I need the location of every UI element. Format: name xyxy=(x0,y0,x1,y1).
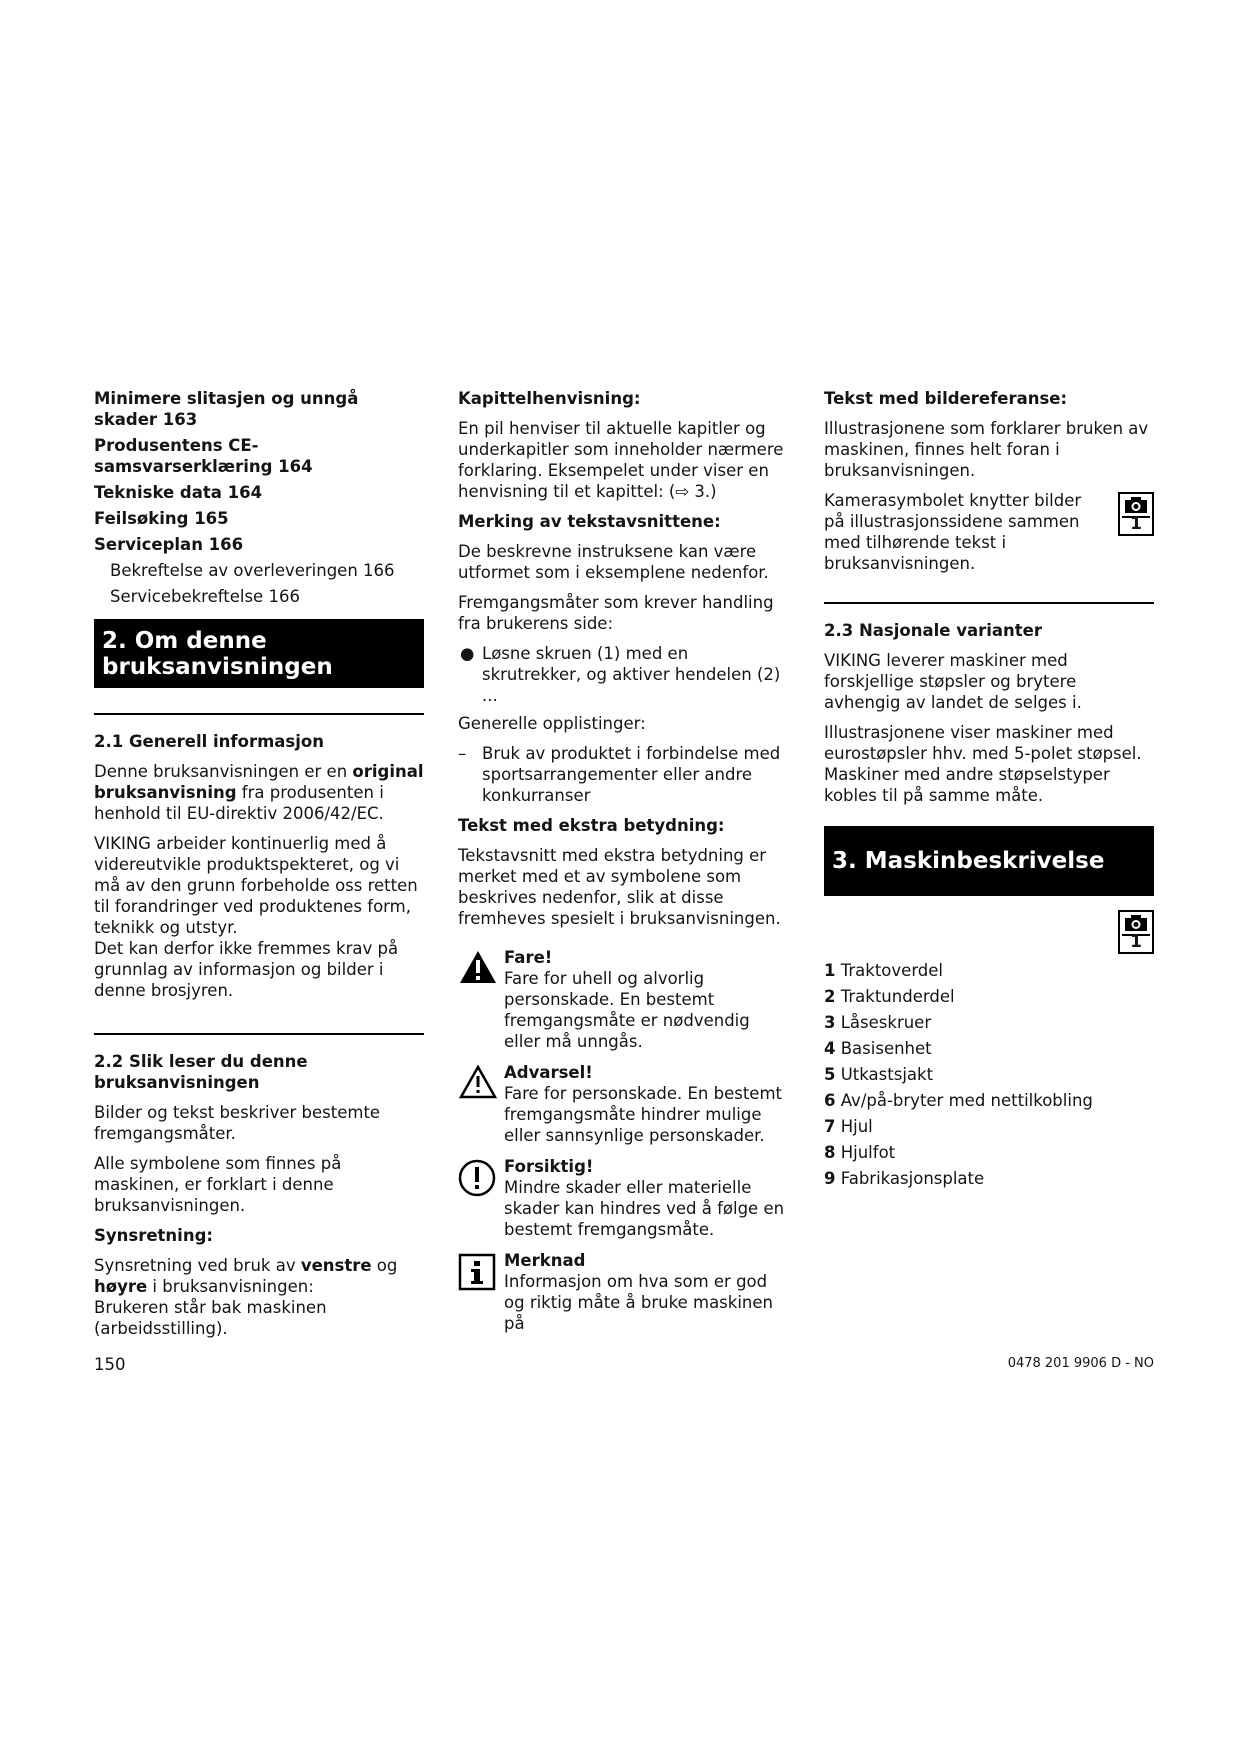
section-2-1-paragraph: Det kan derfor ikke fremmes krav på grunnlag av informasjon og bilder i denne brosjyren. xyxy=(94,939,399,1000)
warning-triangle-icon xyxy=(458,1062,504,1146)
section-2-1-paragraph xyxy=(94,761,424,824)
text-run: Synsretning ved bruk av xyxy=(94,1256,301,1275)
camera-reference-row xyxy=(824,490,1154,574)
advarsel-notice xyxy=(458,1062,788,1146)
section-divider xyxy=(824,602,1154,604)
part-label: Traktunderdel xyxy=(840,987,955,1006)
text-run-bold: høyre xyxy=(94,1277,148,1296)
toc-item[interactable]: Feilsøking 165 xyxy=(94,509,229,528)
chapter-3-heading: 3. Maskinbeskrivelse xyxy=(824,826,1154,896)
ekstra-paragraph: Tekstavsnitt med ekstra betydning er merket med et av symbolene som beskrives nedenfor, slik at disse fremheves spesielt i bruksanvisningen. xyxy=(458,846,781,928)
bildereferanse-paragraph: Illustrasjonene som forklarer bruken av maskinen, finnes helt foran i bruksanvisningen. xyxy=(824,419,1149,480)
merknad-notice xyxy=(458,1250,788,1334)
section-divider xyxy=(94,713,424,715)
danger-triangle-icon xyxy=(458,947,504,1052)
kapittelhenvisning-paragraph xyxy=(458,418,788,502)
text-run: 3.) xyxy=(689,482,717,501)
text-run: i bruksanvisningen: xyxy=(147,1277,314,1296)
part-number: 5 xyxy=(824,1065,836,1084)
part-label: Utkastsjakt xyxy=(840,1065,934,1084)
list-item xyxy=(824,1116,1154,1137)
part-label: Traktoverdel xyxy=(840,961,944,980)
parts-list xyxy=(824,960,1154,1189)
toc-item[interactable]: Minimere slitasjen og unngå skader 163 xyxy=(94,389,359,429)
merking-paragraph: De beskrevne instruksene kan være utformet som i eksemplene nedenfor. xyxy=(458,542,769,582)
list-item xyxy=(824,986,1154,1007)
toc-item[interactable]: Tekniske data 164 xyxy=(94,483,263,502)
bullet-dot-icon: ● xyxy=(460,644,475,663)
text-run: Denne bruksanvisningen er en xyxy=(94,762,353,781)
synsretning-heading: Synsretning: xyxy=(94,1226,213,1245)
kapittelhenvisning-heading: Kapittelhenvisning: xyxy=(458,389,641,408)
merking-paragraph: Fremgangsmåter som krever handling fra brukerens side: xyxy=(458,593,774,633)
text-run: fra produsenten i henhold til EU-direktiv 2006/42/EC. xyxy=(94,783,384,823)
part-label: Hjul xyxy=(840,1117,873,1136)
advarsel-text: Fare for personskade. En bestemt fremgangsmåte hindrer mulige eller sannsynlige personskader. xyxy=(504,1084,782,1145)
synsretning-paragraph xyxy=(94,1255,424,1297)
camera-icon xyxy=(1118,492,1154,536)
toc-list xyxy=(94,388,424,607)
part-number: 3 xyxy=(824,1013,836,1032)
part-label: Låseskruer xyxy=(840,1013,932,1032)
camera-number: 1 xyxy=(1130,514,1142,534)
dash-text: Bruk av produktet i forbindelse med sportsarrangementer eller andre konkurranser xyxy=(482,744,781,805)
chapter-2-heading: 2. Om denne bruksanvisningen xyxy=(94,619,424,688)
page-number: 150 xyxy=(94,1355,126,1374)
camera-reference-row xyxy=(824,908,1154,954)
forsiktig-notice xyxy=(458,1156,788,1240)
dash-mark: – xyxy=(458,744,467,763)
section-2-1-heading: 2.1 Generell informasjon xyxy=(94,732,324,751)
camera-number: 1 xyxy=(1130,932,1142,952)
part-number: 2 xyxy=(824,987,836,1006)
arrow-right-icon: ⇨ xyxy=(675,482,690,501)
part-number: 7 xyxy=(824,1117,836,1136)
section-2-1-paragraph: VIKING arbeider kontinuerlig med å videreutvikle produktspekteret, og vi må av den grunn forbeholde oss retten til forandringer ved produktenes form, teknikk og utstyr. xyxy=(94,834,418,937)
part-number: 4 xyxy=(824,1039,836,1058)
bullet-item xyxy=(458,643,788,706)
list-item xyxy=(824,1168,1154,1189)
section-2-3-paragraph: Illustrasjonene viser maskiner med eurostøpsler hhv. med 5-polet støpsel. Maskiner med andre støpselstyper kobles til på samme måte. xyxy=(824,723,1142,805)
info-icon xyxy=(458,1250,504,1334)
merking-heading: Merking av tekstavsnittene: xyxy=(458,512,721,531)
toc-item[interactable]: Produsentens CE-samsvarserklæring 164 xyxy=(94,436,313,476)
dash-list-item xyxy=(458,743,788,806)
column-right xyxy=(824,388,1154,1194)
bullet-text: Løsne skruen (1) med en skrutrekker, og aktiver hendelen (2) ... xyxy=(482,644,781,705)
toc-subitem[interactable]: Bekreftelse av overleveringen 166 xyxy=(110,561,395,580)
fare-notice xyxy=(458,947,788,1052)
fare-title: Fare! xyxy=(504,948,553,967)
camera-icon xyxy=(1118,910,1154,954)
part-label: Basisenhet xyxy=(840,1039,932,1058)
section-2-2-heading: 2.2 Slik leser du denne bruksanvisningen xyxy=(94,1052,308,1092)
advarsel-title: Advarsel! xyxy=(504,1063,593,1082)
merknad-text: Informasjon om hva som er god og riktig måte å bruke maskinen på xyxy=(504,1272,773,1333)
ekstra-heading: Tekst med ekstra betydning: xyxy=(458,816,725,835)
section-2-3-paragraph: VIKING leverer maskiner med forskjellige støpsler og brytere avhengig av landet de selges i. xyxy=(824,651,1082,712)
text-run-bold: original bruksanvisning xyxy=(94,762,424,802)
part-label: Hjulfot xyxy=(840,1143,896,1162)
toc-item[interactable]: Serviceplan 166 xyxy=(94,535,244,554)
list-item xyxy=(824,1038,1154,1059)
generelle-label: Generelle opplistinger: xyxy=(458,714,646,733)
part-label: Fabrikasjonsplate xyxy=(840,1169,985,1188)
merknad-title: Merknad xyxy=(504,1251,586,1270)
forsiktig-title: Forsiktig! xyxy=(504,1157,594,1176)
forsiktig-text: Mindre skader eller materielle skader kan hindres ved å følge en bestemt fremgangsmåte. xyxy=(504,1178,785,1239)
part-label: Av/på-bryter med nettilkobling xyxy=(840,1091,1093,1110)
text-run: En pil henviser til aktuelle kapitler og underkapitler som inneholder nærmere forklaring. Eksempelet under viser en henvisning til et kapittel: ( xyxy=(458,419,784,501)
part-number: 9 xyxy=(824,1169,836,1188)
text-run-bold: venstre xyxy=(300,1256,372,1275)
part-number: 8 xyxy=(824,1143,836,1162)
list-item xyxy=(824,1064,1154,1085)
toc-subitem[interactable]: Servicebekreftelse 166 xyxy=(110,587,300,606)
list-item xyxy=(824,960,1154,981)
synsretning-paragraph: Brukeren står bak maskinen (arbeidsstilling). xyxy=(94,1298,327,1338)
text-run: og xyxy=(371,1256,398,1275)
caution-circle-icon xyxy=(458,1156,504,1240)
part-number: 6 xyxy=(824,1091,836,1110)
column-middle xyxy=(458,388,788,1344)
list-item xyxy=(824,1012,1154,1033)
list-item xyxy=(824,1090,1154,1111)
bildereferanse-paragraph: Kamerasymbolet knytter bilder på illustrasjonssidene sammen med tilhørende tekst i bruksanvisningen. xyxy=(824,491,1082,573)
bildereferanse-heading: Tekst med bildereferanse: xyxy=(824,389,1068,408)
fare-text: Fare for uhell og alvorlig personskade. En bestemt fremgangsmåte er nødvendig eller må unngås. xyxy=(504,969,750,1051)
list-item xyxy=(824,1142,1154,1163)
document-code: 0478 201 9906 D - NO xyxy=(1007,1356,1154,1371)
section-2-2-paragraph: Bilder og tekst beskriver bestemte fremgangsmåter. xyxy=(94,1103,381,1143)
section-2-2-paragraph: Alle symbolene som finnes på maskinen, er forklart i denne bruksanvisningen. xyxy=(94,1154,342,1215)
part-number: 1 xyxy=(824,961,836,980)
section-2-3-heading: 2.3 Nasjonale varianter xyxy=(824,621,1042,640)
section-divider xyxy=(94,1033,424,1035)
column-left xyxy=(94,388,424,1348)
